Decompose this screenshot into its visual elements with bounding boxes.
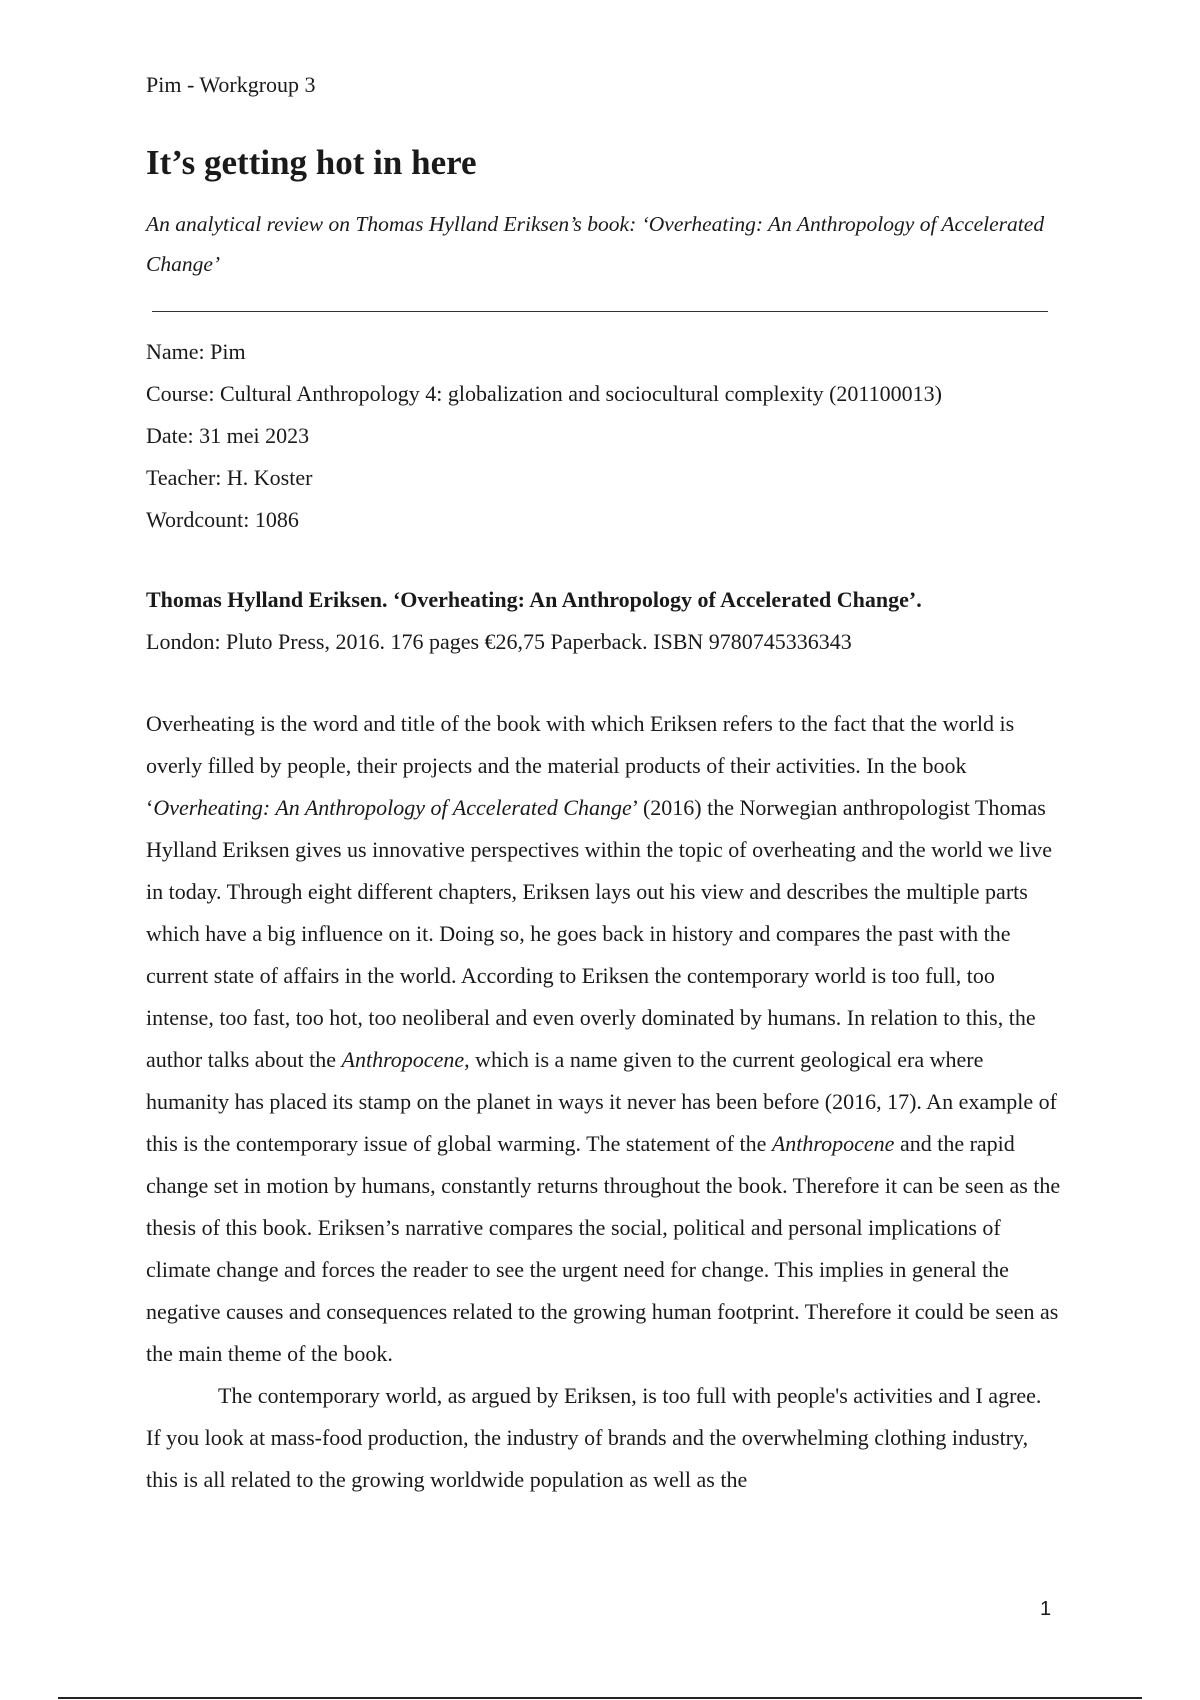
citation-details: London: Pluto Press, 2016. 176 pages €26,75 Paperback. ISBN 9780745336343 (146, 629, 852, 654)
author-metadata (146, 331, 942, 541)
citation-title: Thomas Hylland Eriksen. ‘Overheating: An Anthropology of Accelerated Change’. (146, 587, 922, 612)
page-bottom-edge (58, 1697, 1142, 1699)
paragraph-1 (146, 703, 1061, 1375)
page-number: 1 (1040, 1598, 1052, 1620)
paragraph-1-term-anthropocene: Anthropocene (341, 1047, 465, 1072)
paragraph-1-text-c: , which is a name given to the current geological era where humanity has placed its stamp on the planet in ways it never has been before (2016, 17). An example of this is the contemporary issue of global warming. The statement of the (146, 1047, 1057, 1156)
meta-date: Date: 31 mei 2023 (146, 423, 310, 448)
paragraph-1-book-title: Overheating: An Anthropology of Accelerated Change (153, 795, 632, 820)
meta-teacher: Teacher: H. Koster (146, 465, 313, 490)
paragraph-1-text-b: ’ (2016) the Norwegian anthropologist Thomas Hylland Eriksen gives us innovative perspectives within the topic of overheating and the world we live in today. Through eight different chapters, Eriksen lays out his view and describes the multiple parts which have a big influence on it. Doing so, he goes back in history and compares the past with the current state of affairs in the world. According to Eriksen the contemporary world is too full, too intense, too fast, too hot, too neoliberal and even overly dominated by humans. In relation to this, the author talks about the (146, 795, 1053, 1072)
review-body (146, 703, 1061, 1501)
paragraph-2: The contemporary world, as argued by Eriksen, is too full with people's activities and I agree. If you look at mass-food production, the industry of brands and the overwhelming clothing industry, this is all related to the growing worldwide population as well as the (146, 1383, 1042, 1492)
meta-course: Course: Cultural Anthropology 4: globalization and sociocultural complexity (201100013) (146, 381, 942, 406)
running-head: Pim - Workgroup 3 (146, 72, 316, 97)
paragraph-1-text-a: Overheating is the word and title of the book with which Eriksen refers to the fact that the world is overly filled by people, their projects and the material products of their activities. In the book ‘ (146, 711, 1015, 820)
paragraph-1-term-anthropocene-2: Anthropocene (771, 1131, 895, 1156)
title-divider (152, 311, 1048, 312)
paragraph-1-text-d: and the rapid change set in motion by humans, constantly returns throughout the book. Therefore it can be seen as the thesis of this book. Eriksen’s narrative compares the social, political and personal implications of climate change and forces the reader to see the urgent need for change. This implies in general the negative causes and consequences related to the growing human footprint. Therefore it could be seen as the main theme of the book. (146, 1131, 1061, 1366)
document-subtitle: An analytical review on Thomas Hylland Eriksen’s book: ‘Overheating: An Anthropology of Accelerated Change’ (146, 212, 1045, 276)
meta-wordcount: Wordcount: 1086 (146, 507, 299, 532)
book-citation (146, 579, 922, 663)
document-title: It’s getting hot in here (146, 143, 477, 182)
meta-name: Name: Pim (146, 339, 246, 364)
